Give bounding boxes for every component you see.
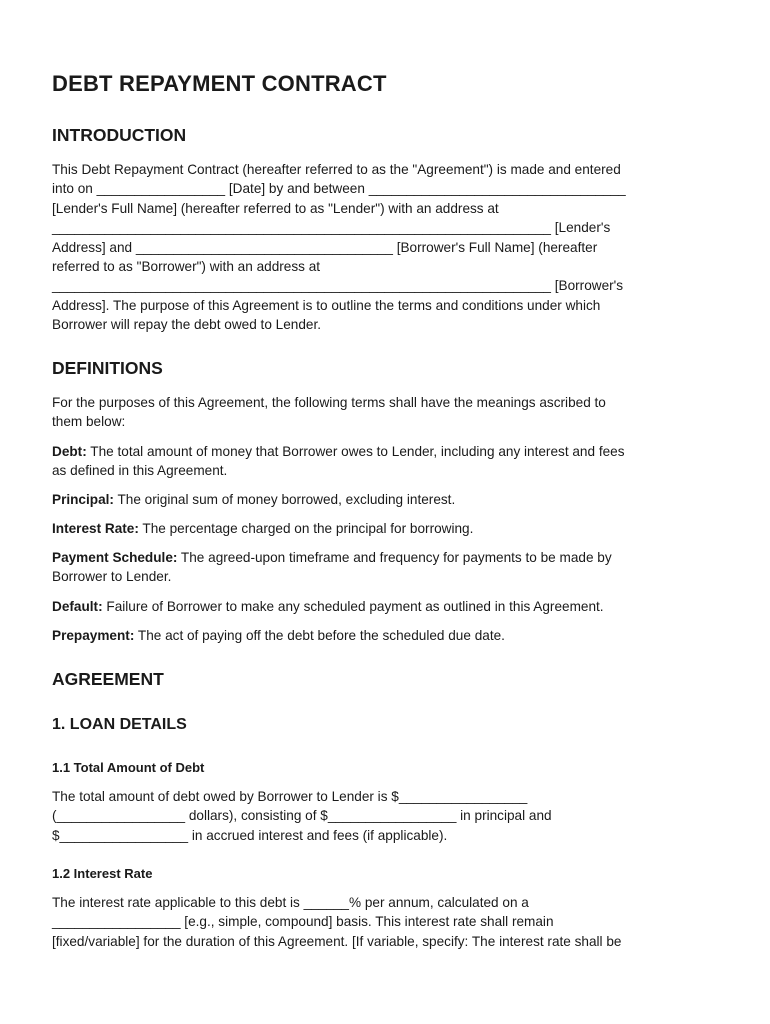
text-line: For the purposes of this Agreement, the following terms shall have the meanings ascribed to [52,395,606,410]
definition-default [52,597,604,616]
definition-text: The total amount of money that Borrower owes to Lender, including any interest and fees [86,444,625,459]
text-line: The interest rate applicable to this debt is ______% per annum, calculated on a [52,895,529,910]
definition-payment-schedule [52,548,612,587]
text-line: The total amount of debt owed by Borrower to Lender is $_________________ [52,789,528,804]
interest-rate-heading: 1.2 Interest Rate [52,866,153,881]
text-line: This Debt Repayment Contract (hereafter referred to as the "Agreement") is made and entered [52,162,621,177]
definition-prepayment [52,626,505,645]
definition-line [52,490,455,509]
definition-term: Payment Schedule: [52,550,178,565]
definitions-heading: DEFINITIONS [52,358,163,378]
loan-details-heading: 1. LOAN DETAILS [52,716,187,733]
text-line: Address] and __________________________________ [Borrower's Full Name] (hereafter [52,239,598,255]
definition-term: Default: [52,599,103,614]
introduction-paragraph [52,160,626,335]
total-amount-heading: 1.1 Total Amount of Debt [52,760,205,775]
document-title: DEBT REPAYMENT CONTRACT [52,71,387,96]
text-line: referred to as "Borrower") with an address at [52,259,321,275]
definition-line [52,442,625,461]
text-line: Borrower will repay the debt owed to Lender. [52,317,322,333]
definition-line [52,597,604,616]
text-line: them below: [52,414,126,430]
definition-line [52,519,473,538]
definition-principal [52,490,455,509]
definition-term: Prepayment: [52,628,135,643]
text-line: [fixed/variable] for the duration of this Agreement. [If variable, specify: The interest rate shall be [52,933,622,949]
text-line: __________________________________________________________________ [Lender's [52,220,611,236]
definition-text: The act of paying off the debt before the scheduled due date. [134,628,505,643]
definitions-intro [52,393,606,432]
definition-debt [52,442,625,481]
text-line: Borrower to Lender. [52,569,172,585]
agreement-heading: AGREEMENT [52,669,164,689]
definition-term: Principal: [52,492,114,507]
definition-line [52,626,505,645]
total-amount-paragraph [52,787,552,845]
interest-rate-paragraph [52,893,621,951]
text-line: (_________________ dollars), consisting of $_________________ in principal and [52,808,552,824]
definition-term: Interest Rate: [52,521,139,536]
definition-text: Failure of Borrower to make any scheduled payment as outlined in this Agreement. [102,599,604,614]
introduction-heading: INTRODUCTION [52,125,187,145]
text-line: __________________________________________________________________ [Borrower's [52,278,624,294]
definition-text: The agreed-upon timeframe and frequency for payments to be made by [177,550,612,565]
definition-line [52,548,612,567]
definition-text: The original sum of money borrowed, excluding interest. [113,492,456,507]
text-line: as defined in this Agreement. [52,463,228,479]
text-line: [Lender's Full Name] (hereafter referred to as "Lender") with an address at [52,200,499,216]
text-line: into on _________________ [Date] by and between __________________________________ [52,181,626,197]
text-line: Address]. The purpose of this Agreement is to outline the terms and conditions under which [52,297,601,313]
definition-term: Debt: [52,444,87,459]
text-line: $_________________ in accrued interest and fees (if applicable). [52,827,448,843]
text-line: _________________ [e.g., simple, compound] basis. This interest rate shall remain [52,914,554,930]
definition-text: The percentage charged on the principal for borrowing. [138,521,474,536]
definition-interest-rate [52,519,473,538]
